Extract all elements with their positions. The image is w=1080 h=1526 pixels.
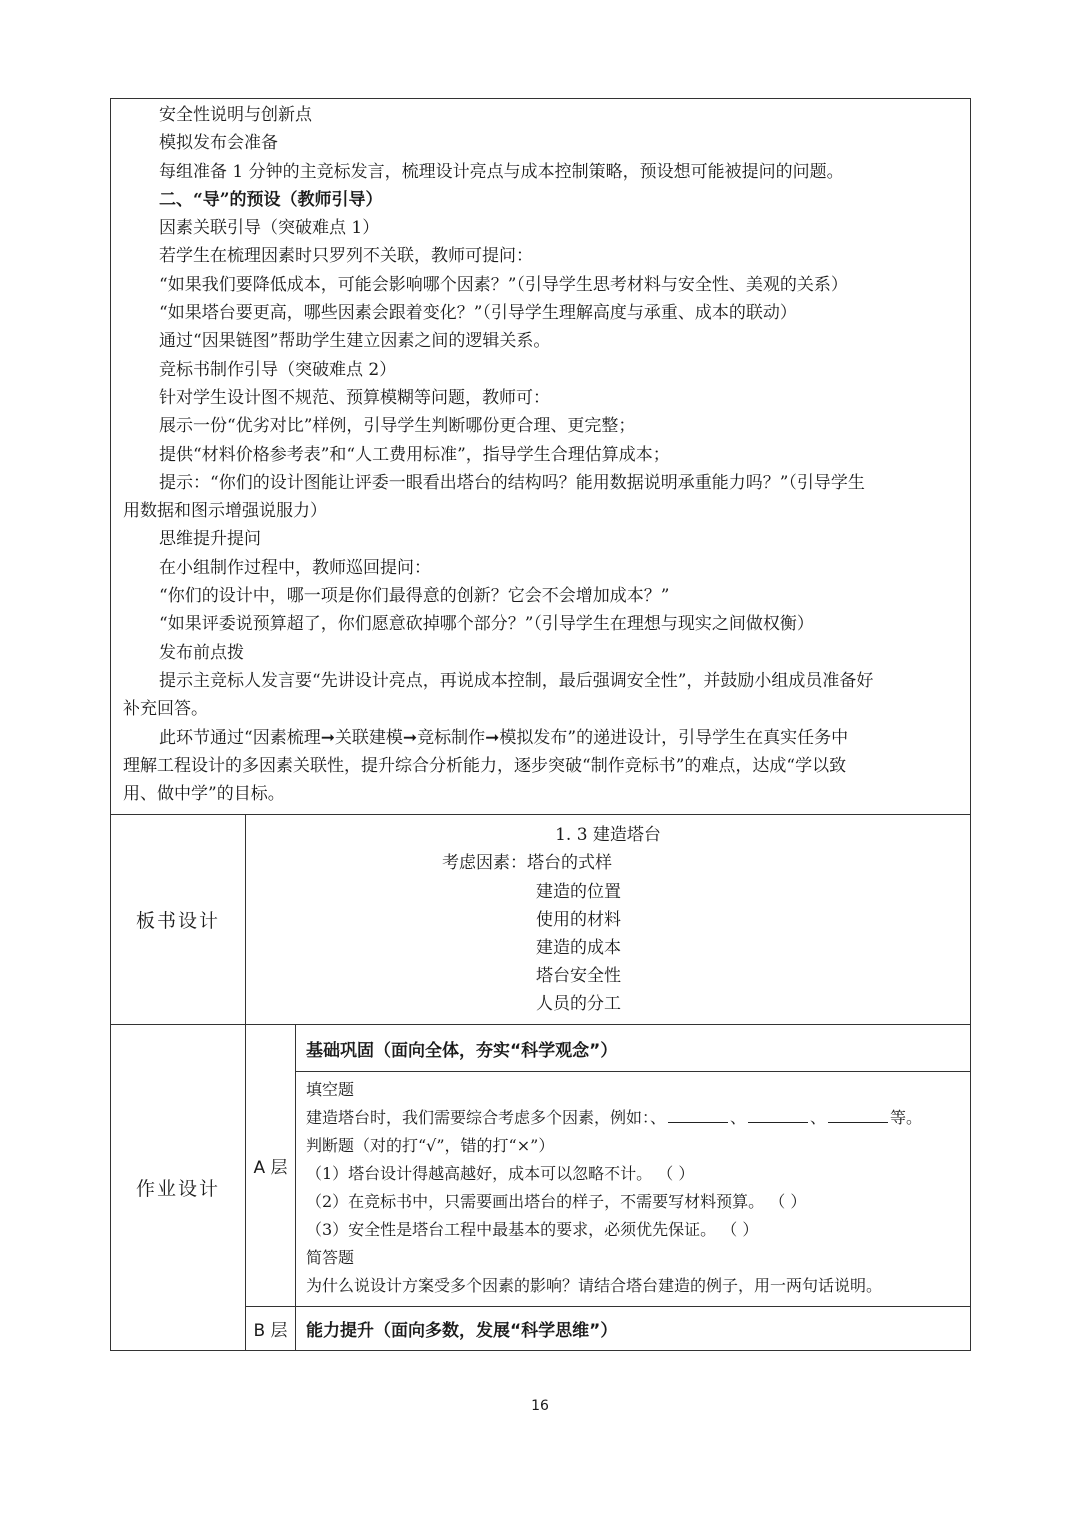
fill-title: 填空题: [306, 1080, 355, 1100]
layer-b-heading: 能力提升（面向多数，发展“科学思维”）: [296, 1307, 971, 1351]
homework-label: 作业设计: [111, 1025, 246, 1351]
judge-item: （1）塔台设计得越高越好，成本可以忽略不计。 （ ）: [306, 1164, 695, 1184]
factors-label: 考虑因素：: [442, 853, 527, 874]
board-factor: 使用的材料: [536, 909, 621, 930]
guidance-line: 竞标书制作引导（突破难点 2）: [159, 359, 397, 380]
guidance-line: 补充回答。: [123, 699, 208, 720]
guidance-line: “你们的设计中，哪一项是你们最得意的创新？它会不会增加成本？”: [159, 586, 670, 607]
board-design-content: [246, 815, 971, 1025]
guidance-line: 提示：“你们的设计图能让评委一眼看出塔台的结构吗？能用数据说明承重能力吗？”（引导学生: [159, 472, 865, 493]
guidance-line: “如果我们要降低成本，可能会影响哪个因素？”（引导学生思考材料与安全性、美观的关系）: [159, 274, 848, 295]
guidance-line: 模拟发布会准备: [159, 133, 278, 154]
board-design-label: 板书设计: [111, 815, 246, 1025]
guidance-line: 每组准备 1 分钟的主竞标发言，梳理设计亮点与成本控制策略，预设想可能被提问的问题。: [159, 161, 844, 182]
short-title: 简答题: [306, 1248, 355, 1268]
fill-blank: [828, 1106, 888, 1123]
guidance-line: 此环节通过“因素梳理➞关联建模➞竞标制作➞模拟发布”的递进设计，引导学生在真实任务中: [159, 727, 849, 748]
guidance-line: 在小组制作过程中，教师巡回提问：: [159, 557, 431, 578]
board-design-row: [111, 815, 971, 1025]
guidance-line: 提示主竞标人发言要“先讲设计亮点，再说成本控制，最后强调安全性”，并鼓励小组成员准备好: [159, 670, 874, 691]
layer-a-heading: 基础巩固（面向全体，夯实“科学观念”）: [296, 1025, 971, 1072]
fill-blank: [668, 1106, 728, 1123]
short-question: 为什么说设计方案受多个因素的影响？请结合塔台建造的例子，用一两句话说明。: [306, 1276, 883, 1296]
guidance-line: 若学生在梳理因素时只罗列不关联，教师可提问：: [159, 246, 533, 267]
guidance-line: 展示一份“优劣对比”样例，引导学生判断哪份更合理、更完整；: [159, 416, 636, 437]
board-factor: 建造的成本: [536, 938, 621, 959]
guidance-line: 通过“因果链图”帮助学生建立因素之间的逻辑关系。: [159, 331, 551, 352]
guidance-line: 思维提升提问: [159, 529, 261, 550]
guidance-content: [111, 99, 971, 815]
fill-blank: [748, 1106, 808, 1123]
guidance-line: “如果塔台要更高，哪些因素会跟着变化？”（引导学生理解高度与承重、成本的联动）: [159, 303, 797, 324]
guidance-line: 用数据和图示增强说服力）: [123, 501, 327, 522]
guidance-line: 发布前点拨: [159, 642, 244, 663]
fill-question: 建造塔台时，我们需要综合考虑多个因素，例如：、 、 、 等。: [306, 1108, 923, 1128]
layer-b-label: B 层: [246, 1307, 296, 1351]
guidance-line: “如果评委说预算超了，你们愿意砍掉哪个部分？”（引导学生在理想与现实之间做权衡）: [159, 614, 814, 635]
guidance-line: 用、做中学”的目标。: [123, 784, 285, 805]
homework-row-a-head: [111, 1025, 971, 1072]
page-number: 16: [531, 1398, 549, 1414]
board-factor: 人员的分工: [536, 994, 621, 1015]
board-factor: 建造的位置: [536, 881, 621, 902]
guidance-lines: [123, 101, 958, 808]
board-title: 1. 3 建造塔台: [555, 825, 661, 846]
layer-a-label: A 层: [246, 1025, 296, 1307]
guidance-line: 因素关联引导（突破难点 1）: [159, 218, 380, 239]
judge-item: （2）在竞标书中，只需要画出塔台的样子，不需要写材料预算。 （ ）: [306, 1192, 807, 1212]
guidance-line: 提供“材料价格参考表”和“人工费用标准”，指导学生合理估算成本；: [159, 444, 670, 465]
board-factor: 塔台安全性: [536, 966, 621, 987]
judge-item: （3）安全性是塔台工程中最基本的要求，必须优先保证。 （ ）: [306, 1220, 759, 1240]
guidance-line: 理解工程设计的多因素关联性，提升综合分析能力，逐步突破“制作竞标书”的难点，达成“学以致: [123, 755, 847, 776]
lesson-plan-table: [110, 98, 971, 1351]
guidance-line: 二、“导”的预设（教师引导）: [159, 189, 383, 210]
guidance-line: 针对学生设计图不规范、预算模糊等问题，教师可：: [159, 387, 550, 408]
board-factor-row: [246, 849, 970, 877]
judge-title: 判断题（对的打“√”，错的打“×”）: [306, 1136, 555, 1156]
layer-a-content: [296, 1072, 971, 1307]
board-factor: 塔台的式样: [527, 853, 612, 874]
guidance-row: [111, 99, 971, 815]
guidance-line: 安全性说明与创新点: [159, 105, 312, 125]
